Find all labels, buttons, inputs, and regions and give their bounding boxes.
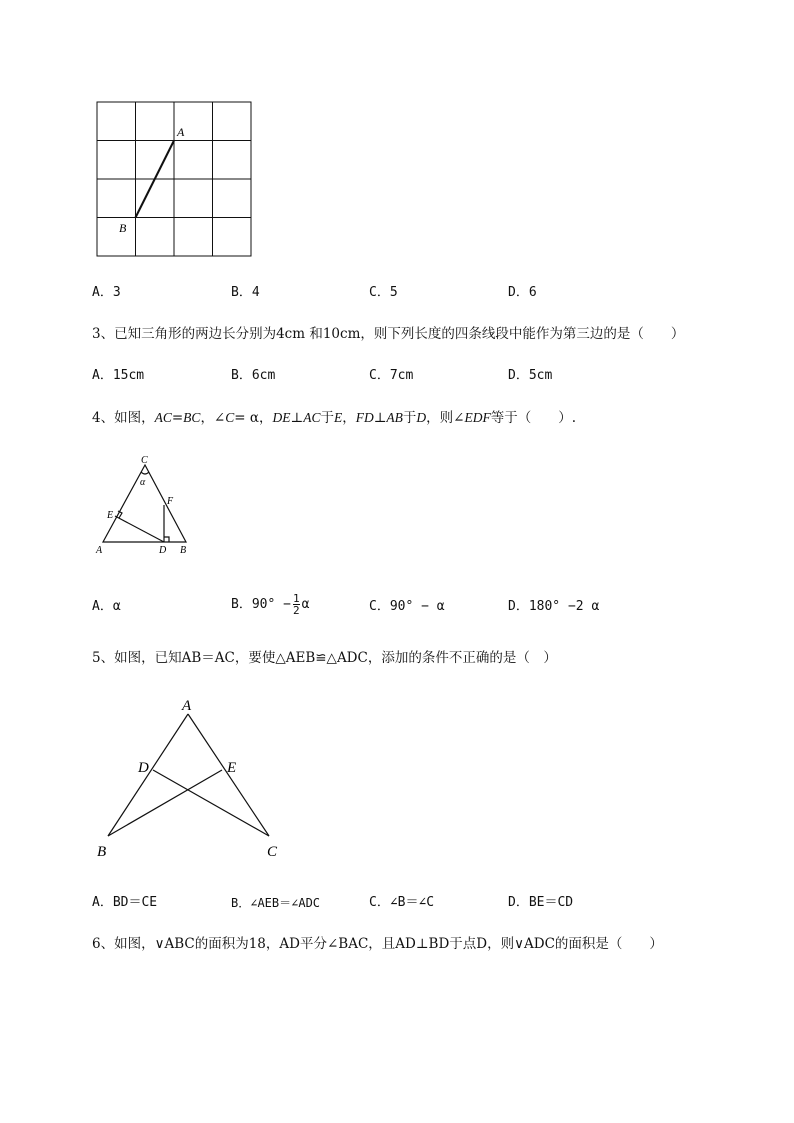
q3-option-d[interactable]: D．5cm bbox=[508, 368, 553, 383]
label-a: A bbox=[177, 125, 185, 139]
q4-option-b-suffix: α bbox=[301, 597, 310, 612]
q4-stem-p1: AC bbox=[154, 410, 172, 425]
label-e: E bbox=[107, 510, 114, 521]
label-d: D bbox=[138, 760, 149, 776]
right-angle-d bbox=[164, 537, 169, 542]
q4-stem-p20: 等于（ ）. bbox=[490, 410, 577, 426]
q5-option-d[interactable]: D．BE＝CD bbox=[508, 895, 574, 910]
q4-stem-p17: D bbox=[416, 410, 427, 425]
q2-grid-figure bbox=[90, 95, 260, 265]
label-e: E bbox=[227, 760, 237, 776]
label-b: B bbox=[119, 221, 127, 235]
segment-be bbox=[108, 770, 222, 836]
q4-stem-p14: ⊥ bbox=[373, 410, 387, 426]
q4-stem-p7: DE bbox=[272, 410, 291, 425]
label-b: B bbox=[97, 844, 107, 860]
q3-option-c[interactable]: C．7cm bbox=[369, 368, 414, 383]
q6-stem: 6、如图，∨ABC的面积为18，AD平分∠BAC，且AD⊥BD于点D，则∨ADC的面积是（ ） bbox=[92, 936, 663, 952]
label-a: A bbox=[182, 698, 192, 714]
fraction-numerator: 1 bbox=[292, 592, 300, 605]
q4-triangle-figure bbox=[90, 452, 200, 560]
q4-stem-p19: EDF bbox=[464, 410, 491, 425]
label-d: D bbox=[159, 545, 167, 556]
q4-stem-p8: ⊥ bbox=[290, 410, 304, 426]
q5-triangle-figure bbox=[90, 692, 290, 864]
q5-option-b[interactable]: B．∠AEB＝∠ADC bbox=[231, 896, 321, 910]
q5-option-c[interactable]: C．∠B＝∠C bbox=[369, 895, 435, 910]
segment-cd bbox=[153, 770, 269, 836]
label-f: F bbox=[167, 496, 174, 507]
q5-stem: 5、如图，已知AB＝AC，要使△AEB≌△ADC，添加的条件不正确的是（ ） bbox=[92, 650, 557, 666]
q4-stem-p4: ，∠ bbox=[200, 410, 226, 426]
q3-option-b[interactable]: B．6cm bbox=[231, 368, 276, 383]
q4-stem-p13: FD bbox=[355, 410, 374, 425]
q4-stem-p15: AB bbox=[386, 410, 403, 425]
label-c: C bbox=[267, 844, 278, 860]
q4-stem-p11: E bbox=[333, 410, 343, 425]
q4-option-b-prefix: B．90° − bbox=[231, 597, 291, 612]
label-alpha: α bbox=[140, 477, 146, 488]
q4-stem-p2: = bbox=[171, 410, 184, 426]
fraction-denominator: 2 bbox=[292, 604, 300, 617]
q4-stem bbox=[92, 409, 576, 427]
q3-option-a[interactable]: A．15cm bbox=[92, 368, 145, 383]
q4-option-d[interactable]: D．180° −2 α bbox=[508, 599, 600, 614]
q2-option-d[interactable]: D．6 bbox=[508, 285, 537, 300]
q4-stem-p6: = α， bbox=[234, 410, 273, 426]
q2-option-b[interactable]: B．4 bbox=[231, 285, 260, 300]
q4-option-b[interactable] bbox=[231, 593, 309, 616]
q4-option-a[interactable]: A．α bbox=[92, 599, 121, 614]
q3-stem: 3、已知三角形的两边长分别为4cm 和10cm，则下列长度的四条线段中能作为第三边的是（ ） bbox=[92, 326, 685, 342]
q4-stem-p12: ， bbox=[342, 410, 356, 426]
label-c: C bbox=[141, 455, 148, 466]
q4-stem-p18: ，则∠ bbox=[426, 410, 465, 426]
label-a: A bbox=[96, 545, 103, 556]
q2-option-c[interactable]: C．5 bbox=[369, 285, 398, 300]
fraction-one-half bbox=[293, 593, 300, 616]
label-b: B bbox=[180, 545, 187, 556]
q5-option-a[interactable]: A．BD＝CE bbox=[92, 895, 158, 910]
segment-de bbox=[115, 516, 164, 542]
q4-stem-p16: 于 bbox=[402, 410, 417, 426]
q4-stem-p0: 4、如图， bbox=[92, 410, 155, 426]
q4-stem-p5: C bbox=[225, 410, 235, 425]
q4-option-c[interactable]: C．90° − α bbox=[369, 599, 445, 614]
q4-stem-p3: BC bbox=[183, 410, 201, 425]
q2-option-a[interactable]: A．3 bbox=[92, 285, 121, 300]
q4-stem-p9: AC bbox=[303, 410, 321, 425]
angle-arc-c bbox=[141, 472, 149, 474]
q4-stem-p10: 于 bbox=[320, 410, 334, 426]
